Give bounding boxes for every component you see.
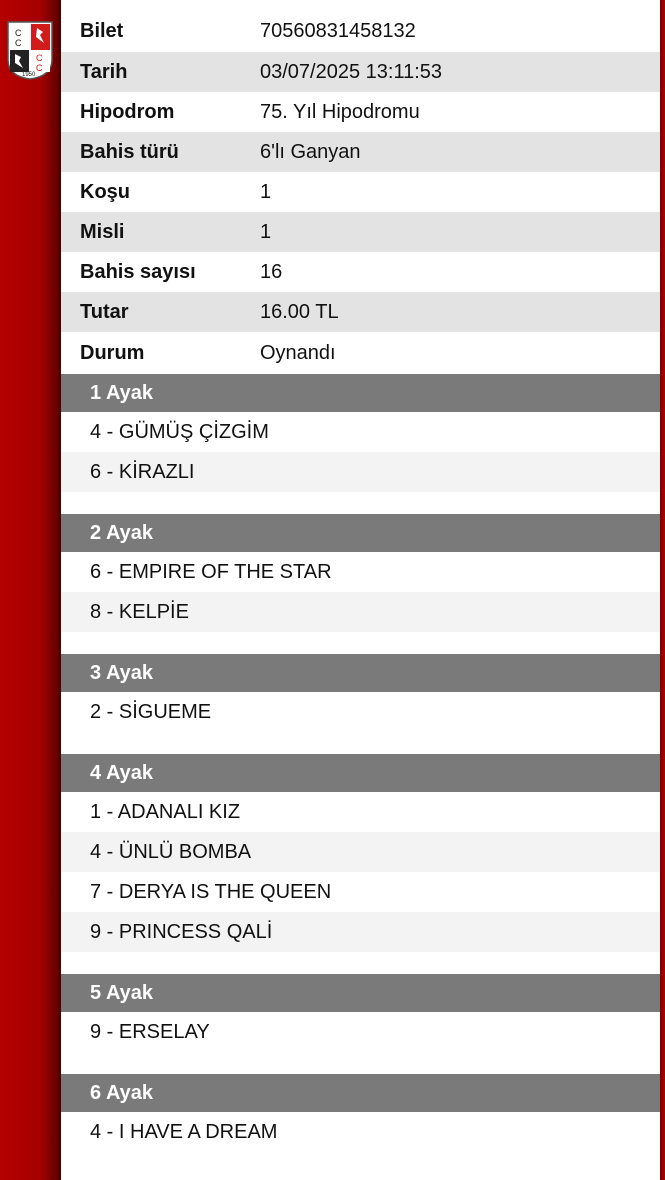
legs-list: [61, 374, 660, 1152]
ticket-row-value: 1: [260, 220, 272, 243]
horse-row: 6 - EMPIRE OF THE STAR: [90, 560, 332, 583]
leg-spacer: [61, 632, 660, 654]
leg-spacer: [61, 492, 660, 514]
leg-section: [61, 754, 660, 974]
ticket-row-value: 70560831458132: [260, 20, 416, 42]
ticket-panel: [61, 0, 660, 1180]
ticket-row-label: Durum: [80, 341, 145, 364]
leg-section: [61, 1074, 660, 1152]
ticket-row-value: 6'lı Ganyan: [260, 140, 361, 163]
horse-row: 9 - ERSELAY: [90, 1020, 210, 1043]
leg-section: [61, 654, 660, 754]
left-rail: [0, 0, 61, 1180]
leg-section: [61, 974, 660, 1074]
ticket-row: [61, 292, 660, 332]
svg-text:C: C: [15, 28, 22, 38]
ticket-row-label: Tarih: [80, 60, 128, 83]
ticket-row: [61, 92, 660, 132]
svg-text:C: C: [36, 53, 43, 63]
ticket-row: [61, 52, 660, 92]
ticket-row: [61, 132, 660, 172]
horse-row: 4 - I HAVE A DREAM: [90, 1120, 278, 1143]
ticket-row: [61, 172, 660, 212]
horse-row: 1 - ADANALI KIZ: [90, 800, 241, 823]
svg-text:C: C: [36, 63, 43, 73]
racing-club-logo-icon: [6, 20, 54, 80]
horse-row: 7 - DERYA IS THE QUEEN: [90, 880, 332, 903]
ticket-row-label: Bahis türü: [80, 140, 179, 163]
leg-spacer: [61, 732, 660, 754]
ticket-row: [61, 0, 660, 52]
ticket-row-label: Bilet: [80, 20, 124, 42]
leg-spacer: [61, 1052, 660, 1074]
horse-row: 4 - ÜNLÜ BOMBA: [61, 832, 660, 872]
ticket-row-label: Bahis sayısı: [80, 260, 196, 283]
leg-header: 1 Ayak: [61, 374, 660, 412]
ticket-row: [61, 252, 660, 292]
ticket-row-value: 16: [260, 260, 283, 283]
horse-row: 2 - SİGUEME: [90, 700, 212, 723]
ticket-row-label: Hipodrom: [80, 100, 175, 123]
right-rail: [660, 0, 665, 1180]
ticket-row-value: 75. Yıl Hipodromu: [260, 100, 420, 123]
horse-row: 9 - PRINCESS QALİ: [61, 912, 660, 952]
ticket-row-value: 16.00 TL: [260, 300, 339, 323]
ticket-row-label: Tutar: [80, 300, 129, 323]
leg-spacer: [61, 952, 660, 974]
leg-section: [61, 514, 660, 654]
leg-header: 5 Ayak: [61, 974, 660, 1012]
leg-header: 2 Ayak: [61, 514, 660, 552]
leg-header: 4 Ayak: [61, 754, 660, 792]
leg-header: 6 Ayak: [61, 1074, 660, 1112]
ticket-row-value: 03/07/2025 13:11:53: [260, 60, 443, 83]
svg-text:C: C: [15, 38, 22, 48]
ticket-row: [61, 332, 660, 374]
leg-header: 3 Ayak: [61, 654, 660, 692]
leg-section: [61, 374, 660, 514]
ticket-row-value: 1: [260, 180, 272, 203]
horse-row: 8 - KELPİE: [61, 592, 660, 632]
horse-row: 6 - KİRAZLI: [61, 452, 660, 492]
ticket-row-value: Oynandı: [260, 341, 336, 364]
logo-year: 1950: [22, 72, 36, 78]
horse-row: 4 - GÜMÜŞ ÇİZGİM: [90, 420, 269, 443]
ticket-info-table: [61, 0, 660, 374]
ticket-row-label: Koşu: [80, 180, 130, 203]
ticket-row-label: Misli: [80, 220, 125, 243]
ticket-row: [61, 212, 660, 252]
